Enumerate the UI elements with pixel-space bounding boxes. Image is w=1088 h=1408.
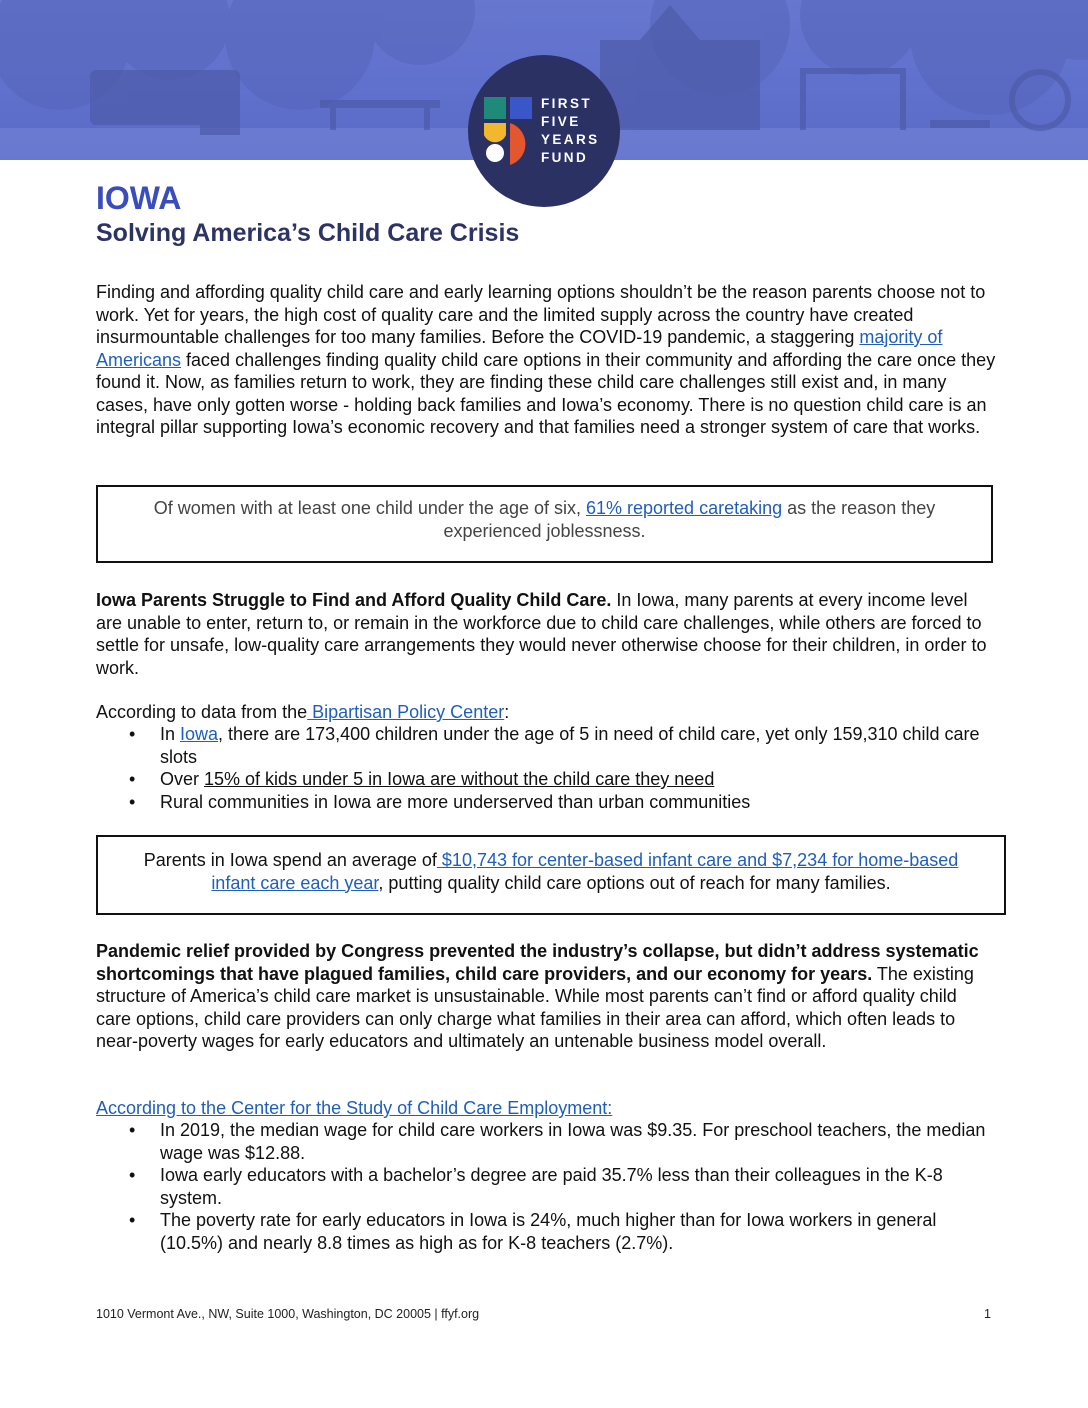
callout-text: as the reason they experienced joblessness.: [443, 498, 936, 541]
list-item: • The poverty rate for early educators in Iowa is 24%, much higher than for Iowa workers in general (10.5%) and nearly 8.8 times as high as for K-8 teachers (2.7%).: [96, 1209, 996, 1254]
list-item: • In 2019, the median wage for child care workers in Iowa was $9.35. For preschool teachers, the median wage was $12.88.: [96, 1119, 996, 1164]
intro-text: Finding and affording quality child care and early learning options shouldn’t be the reason parents choose not to work. Yet for years, the high cost of quality care and the limited supply across the country have created insurmountable challenges for too many families. Before the COVID-19 pandemic, a staggering: [96, 282, 986, 347]
cscce-lead: [96, 1097, 996, 1120]
bpc-lead: [96, 701, 996, 724]
section-body: The existing structure of America’s child care market is unsustainable. While most parents can’t find or afford quality child care options, child care providers can only charge what families in their area can afford, which often leads to near-poverty wages for early educators and ultimately an untenable business model overall.: [96, 963, 974, 1051]
list-item: • Rural communities in Iowa are more underserved than urban communities: [96, 791, 996, 814]
intro-paragraph: [96, 281, 996, 439]
underlined-stat: 15% of kids under 5 in Iowa are without the child care they need: [204, 769, 715, 789]
callout-text: , putting quality child care options out of reach for many families.: [378, 872, 891, 893]
logo-line: FIRST: [541, 96, 592, 111]
state-title: IOWA: [96, 180, 182, 216]
logo-wordmark: [541, 95, 611, 167]
callout-box: [96, 485, 993, 563]
callout-box: [96, 835, 1006, 915]
bipartisan-policy-center-link[interactable]: Bipartisan Policy Center: [307, 702, 505, 722]
bullet-text: In: [160, 724, 181, 744]
section-paragraph: [96, 940, 996, 1053]
intro-text: faced challenges finding quality child care options in their community and affording the care once they found it. Now, as families return to work, they are finding these child care challenges still exist and, in many cases, have only gotten worse - holding back families and Iowa’s economy. There is no question child care is an integral pillar supporting Iowa’s economic recovery and that families need a stronger system of care that works.: [96, 349, 996, 437]
infant-care-cost-link[interactable]: $10,743 for center-based infant care and $7,234 for home-based infant care each year: [211, 850, 959, 893]
page-number: 1: [984, 1307, 991, 1321]
caretaking-stat-link[interactable]: 61% reported caretaking: [586, 498, 783, 518]
callout-text: Parents in Iowa spend an average of: [143, 850, 437, 870]
bullet-text: , there are 173,400 children under the age of 5 in need of child care, yet only 159,310 child care slots: [160, 724, 980, 767]
logo-line: FIVE: [541, 114, 581, 129]
colon: :: [504, 702, 510, 722]
section-heading: Iowa Parents Struggle to Find and Afford Quality Child Care.: [96, 590, 612, 610]
majority-of-americans-link[interactable]: majority of Americans: [96, 327, 943, 370]
cscce-link[interactable]: According to the Center for the Study of Child Care Employment:: [96, 1098, 613, 1118]
list-item: • Iowa early educators with a bachelor’s degree are paid 35.7% less than their colleagues in the K-8 system.: [96, 1164, 996, 1209]
section-body: In Iowa, many parents at every income level are unable to enter, return to, or remain in the workforce due to child care challenges, while others are forced to settle for unsafe, low-quality care arrangements they would never otherwise choose for their children, in order to work.: [96, 590, 987, 678]
bpc-lead-text: According to data from the: [96, 702, 308, 722]
logo-mark-icon: [482, 95, 534, 167]
first-five-years-fund-logo[interactable]: [468, 55, 620, 207]
list-item: [96, 723, 996, 768]
footer-address: 1010 Vermont Ave., NW, Suite 1000, Washington, DC 20005 | ffyf.org: [96, 1307, 480, 1321]
cscce-bullet-list: [96, 1119, 996, 1254]
iowa-link[interactable]: Iowa: [180, 724, 219, 744]
section-heading: Pandemic relief provided by Congress prevented the industry’s collapse, but didn’t address systematic shortcomings that have plagued families, child care providers, and our economy for years.: [96, 941, 979, 984]
logo-line: FUND: [541, 150, 589, 165]
list-item: [96, 768, 996, 791]
bullet-text: Over: [160, 769, 205, 789]
callout-text: Of women with at least one child under the age of six,: [153, 498, 586, 518]
page-subtitle: Solving America’s Child Care Crisis: [96, 219, 520, 247]
section-paragraph: [96, 589, 996, 679]
bpc-bullet-list: [96, 723, 996, 813]
logo-line: YEARS: [541, 132, 600, 147]
